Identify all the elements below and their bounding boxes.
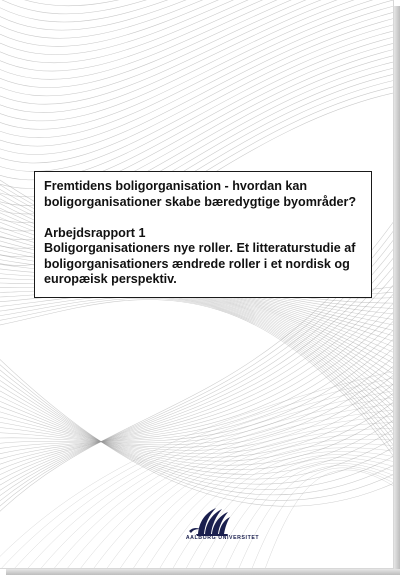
wave-line (0, 0, 394, 30)
wave-line (240, 468, 394, 569)
main-title-line: boligorganisationer skabe bæredygtige byområder? (44, 194, 357, 209)
wave-line (0, 0, 394, 79)
wave-line (0, 0, 394, 22)
wave-line (0, 366, 394, 484)
wave-line (0, 0, 394, 96)
page-shadow (6, 569, 400, 575)
subtitle-line: boligorganisationers ændrede roller i et nordisk og (44, 256, 350, 271)
wave-line (0, 0, 394, 129)
page-shadow (394, 6, 400, 575)
subtitle-line: europæisk perspektiv. (44, 272, 177, 286)
wave-line (0, 0, 394, 138)
main-title-line: Fremtidens boligorganisation - hvordan kan (44, 179, 308, 193)
wave-line (0, 12, 394, 163)
report-label: Arbejdsrapport 1 (44, 225, 146, 240)
publisher-name: AALBORG UNIVERSITET (185, 535, 260, 541)
wave-line (0, 272, 394, 472)
wave-line (0, 288, 394, 460)
wave-line (0, 297, 394, 498)
title-box (34, 171, 372, 298)
wave-line (0, 340, 394, 506)
aalborg-university-logo-icon (172, 500, 262, 560)
spacer (44, 210, 363, 226)
wave-line (0, 19, 394, 172)
wave-line (0, 292, 394, 475)
subtitle-line: Boligorganisationers nye roller. Et litteraturstudie af (44, 241, 356, 255)
